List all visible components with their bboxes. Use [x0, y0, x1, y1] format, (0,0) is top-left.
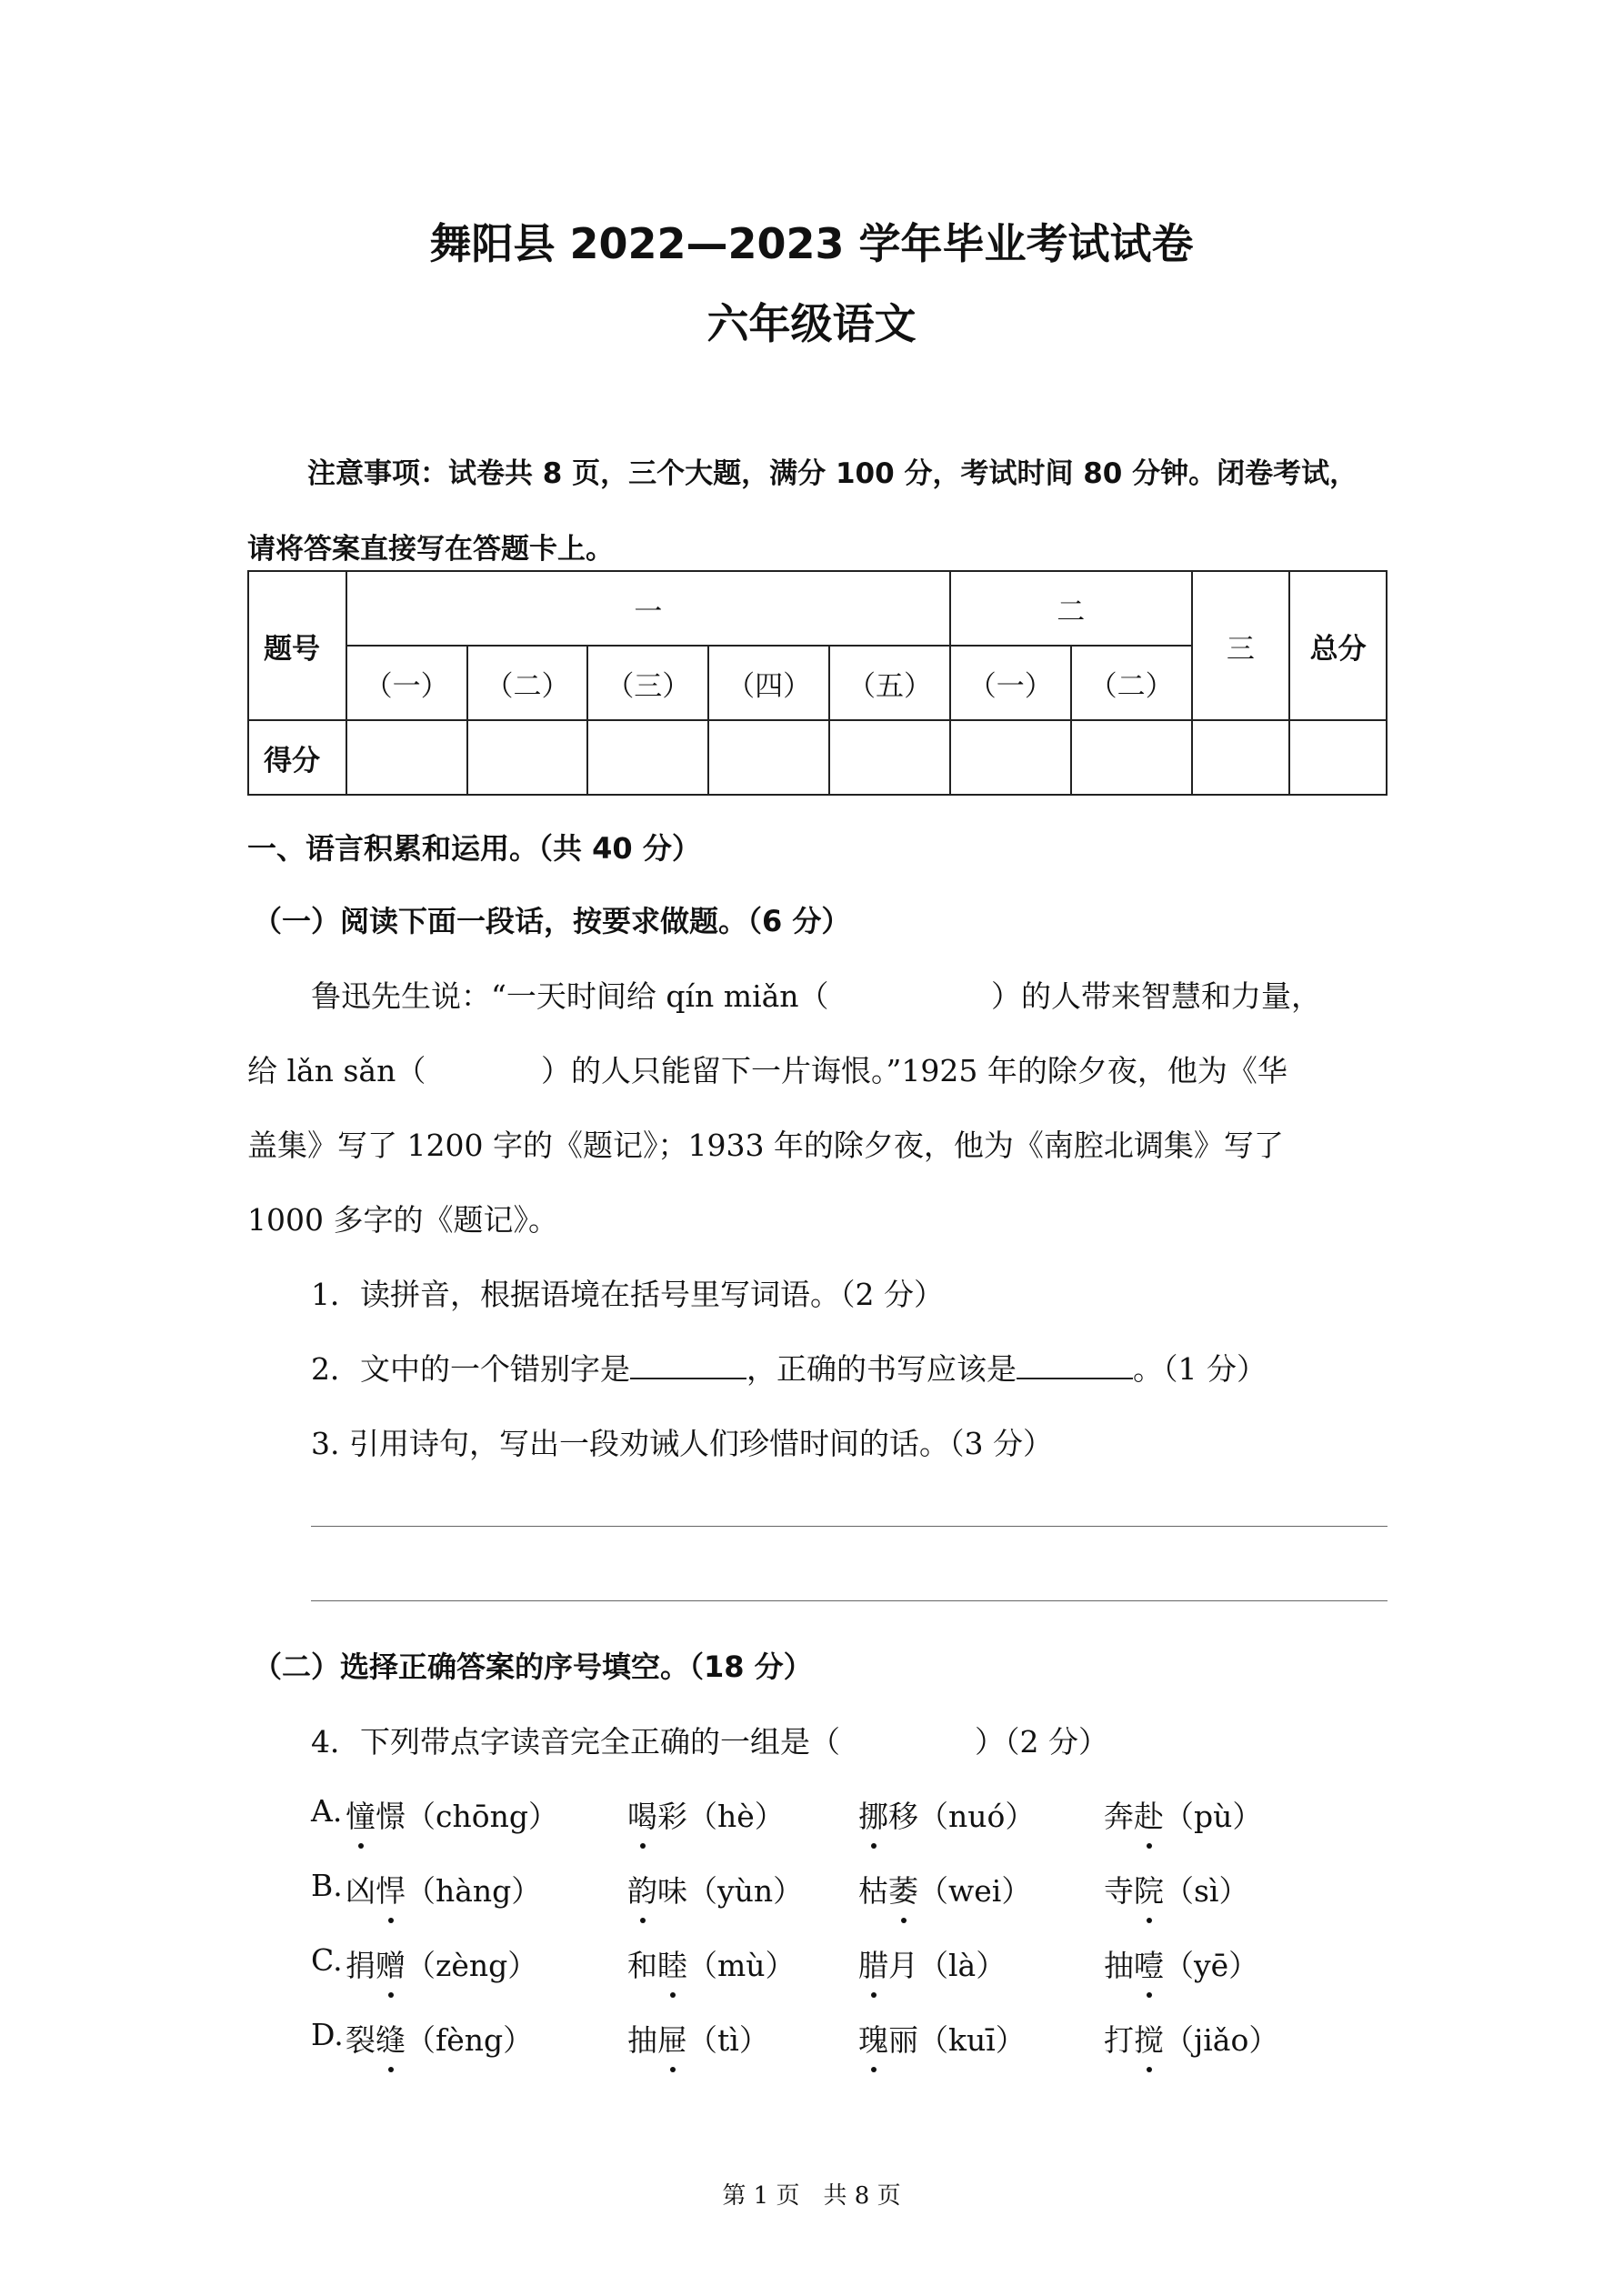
option-a-item: 挪移（nuó） — [858, 1793, 1035, 1836]
option-c-label: C. — [311, 1942, 343, 1978]
part-3-header: 三 — [1192, 571, 1290, 720]
page-footer: 第 1 页 共 8 页 — [722, 2182, 901, 2210]
question-2-part-c: 。（1 分） — [1133, 1351, 1267, 1387]
sub-header: （一） — [346, 646, 467, 720]
score-cell[interactable] — [1289, 720, 1387, 795]
correct-char-blank[interactable] — [1017, 1350, 1133, 1379]
option-a-item: 憧憬（chōng） — [346, 1793, 558, 1836]
score-cell[interactable] — [346, 720, 467, 795]
question-4-part-b: ）（2 分） — [975, 1724, 1108, 1760]
dotted-char: 韵 — [627, 1868, 657, 1910]
dotted-char: 睦 — [657, 1942, 687, 1985]
option-a-item: 喝彩（hè） — [627, 1793, 785, 1836]
passage-line-2b: ）的人只能留下一片诲恨。”1925 年的除夕夜，他为《华 — [541, 1053, 1287, 1088]
part-1-header: 一 — [346, 571, 950, 646]
wrong-char-blank[interactable] — [630, 1350, 746, 1379]
sub-header: （二） — [467, 646, 588, 720]
dotted-char: 赴 — [1134, 1793, 1164, 1836]
question-2 — [311, 1346, 1267, 1389]
dotted-char: 挪 — [858, 1793, 888, 1836]
question-2-part-b: ，正确的书写应该是 — [746, 1351, 1017, 1387]
exam-title: 舞阳县 2022—2023 学年毕业考试试卷 — [429, 219, 1194, 268]
question-2-part-a: 2．文中的一个错别字是 — [311, 1351, 630, 1387]
sub-header: （五） — [829, 646, 950, 720]
passage-line-2a: 给 lǎn sǎn（ — [247, 1053, 426, 1088]
subsection-2-heading: （二）选择正确答案的序号填空。（18 分） — [253, 1649, 813, 1684]
option-a-label: A. — [311, 1793, 343, 1829]
passage-line-4: 1000 多字的《题记》。 — [247, 1202, 558, 1238]
option-b-item: 韵味（yùn） — [627, 1868, 803, 1910]
answer-line[interactable] — [311, 1600, 1388, 1601]
option-d-item: 裂缝（fèng） — [346, 2017, 533, 2060]
option-d-item: 抽屉（tì） — [627, 2017, 769, 2060]
subsection-1-heading: （一）阅读下面一段话，按要求做题。（6 分） — [253, 904, 851, 938]
option-d-item: 打搅（jiǎo） — [1104, 2017, 1278, 2060]
question-4-part-a: 4．下列带点字读音完全正确的一组是（ — [311, 1724, 840, 1760]
dotted-char: 悍 — [376, 1868, 406, 1910]
option-b-item: 凶悍（hàng） — [346, 1868, 541, 1910]
score-cell[interactable] — [467, 720, 588, 795]
dotted-char: 瑰 — [858, 2017, 888, 2060]
option-c-item: 捐赠（zèng） — [346, 1942, 537, 1985]
total-header: 总分 — [1289, 571, 1387, 720]
row-label-question-no: 题号 — [248, 571, 346, 720]
dotted-char: 噎 — [1134, 1942, 1164, 1985]
dotted-char: 屉 — [657, 2017, 687, 2060]
passage-line-1a: 鲁迅先生说：“一天时间给 qín miǎn（ — [311, 978, 829, 1014]
option-c-item: 腊月（là） — [858, 1942, 1006, 1985]
sub-header: （二） — [1071, 646, 1192, 720]
score-cell[interactable] — [950, 720, 1071, 795]
sub-header: （四） — [708, 646, 829, 720]
option-b-item: 寺院（sì） — [1104, 1868, 1249, 1910]
score-cell[interactable] — [1071, 720, 1192, 795]
dotted-char: 憧 — [346, 1793, 376, 1836]
option-a-item: 奔赴（pù） — [1104, 1793, 1262, 1836]
sub-header: （三） — [587, 646, 708, 720]
score-cell[interactable] — [587, 720, 708, 795]
option-c-item: 和睦（mù） — [627, 1942, 796, 1985]
dotted-char: 萎 — [888, 1868, 918, 1910]
question-3: 3. 引用诗句，写出一段劝诫人们珍惜时间的话。（3 分） — [311, 1426, 1053, 1461]
exam-subtitle: 六年级语文 — [706, 299, 917, 348]
dotted-char: 腊 — [858, 1942, 888, 1985]
score-cell[interactable] — [1192, 720, 1290, 795]
passage-line-3: 盖集》写了 1200 字的《题记》；1933 年的除夕夜，他为《南腔北调集》写了 — [247, 1128, 1284, 1163]
notice-line-2: 请将答案直接写在答题卡上。 — [247, 533, 614, 566]
part-2-header: 二 — [950, 571, 1192, 646]
dotted-char: 喝 — [627, 1793, 657, 1836]
dotted-char: 搅 — [1134, 2017, 1164, 2060]
question-1: 1．读拼音，根据语境在括号里写词语。（2 分） — [311, 1277, 944, 1312]
sub-header: （一） — [950, 646, 1071, 720]
passage-line-1b: ）的人带来智慧和力量， — [991, 978, 1321, 1014]
dotted-char: 院 — [1134, 1868, 1164, 1910]
option-b-item: 枯萎（wei） — [858, 1868, 1031, 1910]
option-d-label: D. — [311, 2017, 344, 2052]
score-cell[interactable] — [829, 720, 950, 795]
option-d-item: 瑰丽（kuī） — [858, 2017, 1026, 2060]
option-c-item: 抽噎（yē） — [1104, 1942, 1258, 1985]
dotted-char: 赠 — [376, 1942, 406, 1985]
option-b-label: B. — [311, 1868, 343, 1903]
score-cell[interactable] — [708, 720, 829, 795]
dotted-char: 缝 — [376, 2017, 406, 2060]
section-1-heading: 一、语言积累和运用。（共 40 分） — [247, 831, 701, 866]
answer-line[interactable] — [311, 1526, 1388, 1527]
row-label-score: 得分 — [248, 720, 346, 795]
notice-line-1: 注意事项：试卷共 8 页，三个大题，满分 100 分，考试时间 80 分钟。闭卷考试， — [307, 457, 1358, 490]
score-table — [247, 570, 1388, 796]
